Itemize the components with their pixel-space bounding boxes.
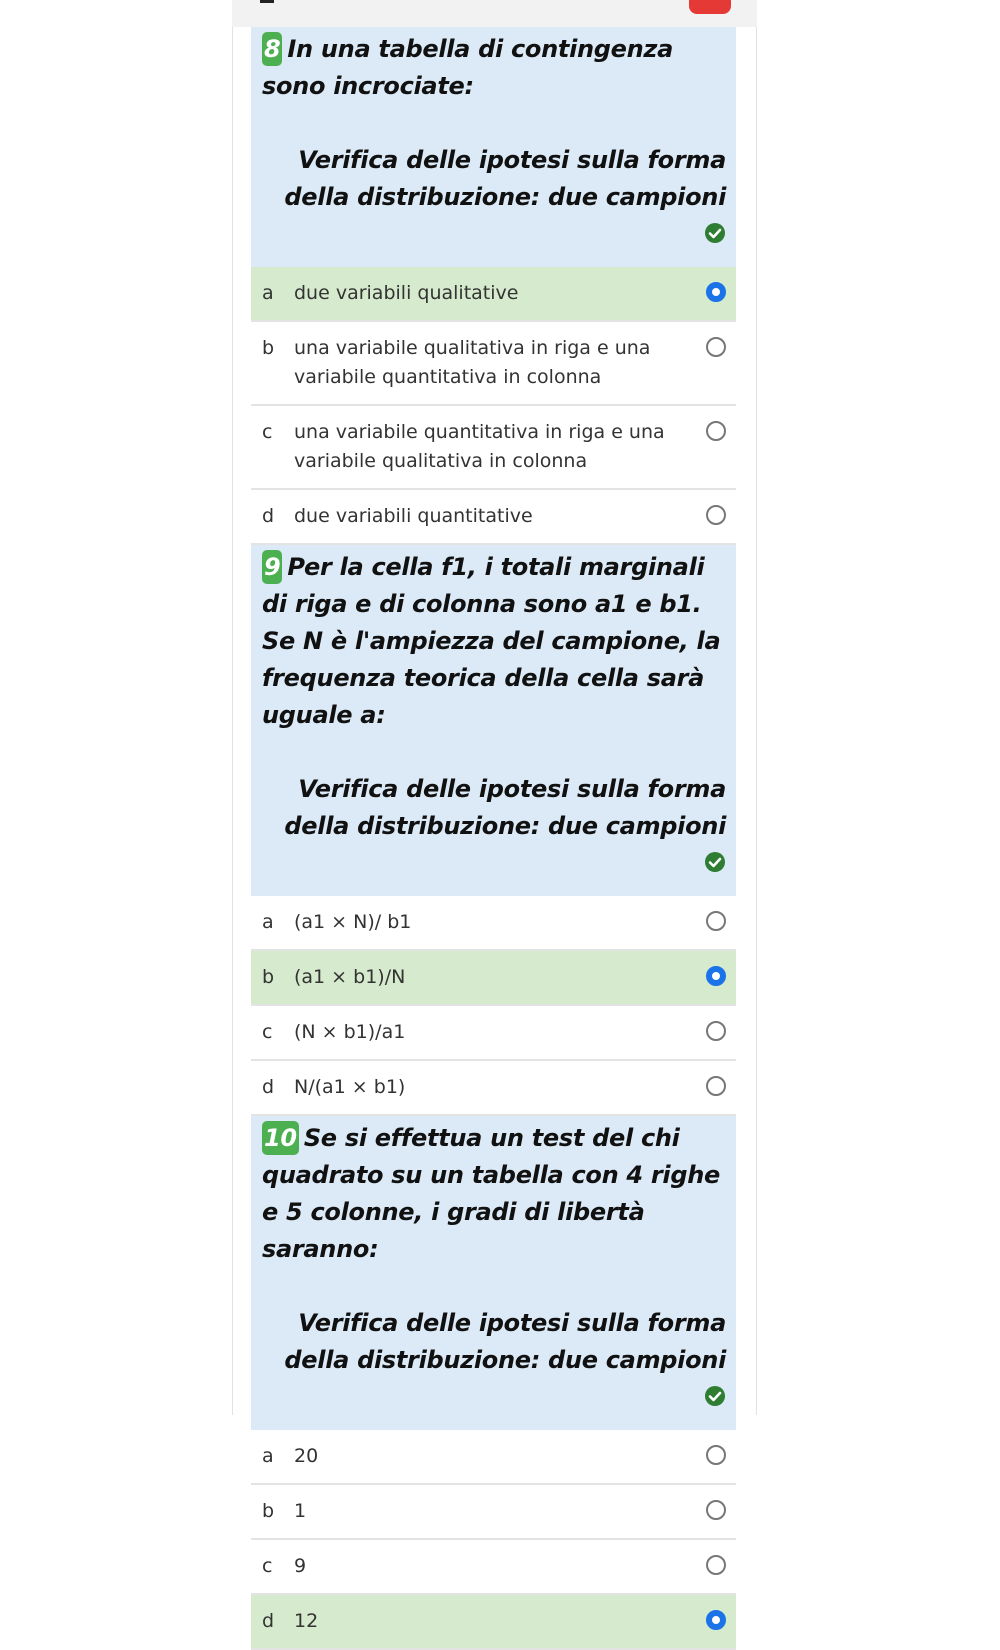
option-label: 9 <box>294 1555 307 1577</box>
question-text-content: Per la cella f1, i totali marginali di riga e di colonna sono a1 e b1. Se N è l'ampiezza del campione, la frequenza teorica della cella sarà uguale a: <box>262 553 721 729</box>
question-topic-text: Verifica delle ipotesi sulla forma della distribuzione: due campioni <box>284 146 726 211</box>
top-bar <box>232 0 757 27</box>
quiz-list <box>251 27 736 1650</box>
option-letter: d <box>262 1076 275 1098</box>
answer-option[interactable] <box>251 951 736 1006</box>
check-circle-icon <box>704 222 726 244</box>
answer-option[interactable] <box>251 322 736 406</box>
answer-option[interactable] <box>251 1485 736 1540</box>
question-topic <box>262 142 726 253</box>
option-label: due variabili quantitative <box>294 505 533 527</box>
radio-button[interactable] <box>706 966 726 986</box>
question-topic-text: Verifica delle ipotesi sulla forma della distribuzione: due campioni <box>284 1309 726 1374</box>
question-topic <box>262 1305 726 1416</box>
radio-button[interactable] <box>706 337 726 357</box>
option-letter: a <box>262 911 274 933</box>
question-topic-text: Verifica delle ipotesi sulla forma della distribuzione: due campioni <box>284 775 726 840</box>
option-letter: b <box>262 1500 275 1522</box>
question-number-badge: 10 <box>262 1121 299 1155</box>
answer-option[interactable] <box>251 896 736 951</box>
question-block <box>251 27 736 545</box>
question-header <box>251 545 736 896</box>
option-letter: b <box>262 966 275 988</box>
option-letter: c <box>262 1555 273 1577</box>
radio-button[interactable] <box>706 1445 726 1465</box>
option-label: N/(a1 × b1) <box>294 1076 406 1098</box>
question-block <box>251 545 736 1116</box>
radio-button[interactable] <box>706 505 726 525</box>
question-number-badge: 8 <box>262 32 282 66</box>
question-block <box>251 1116 736 1650</box>
option-letter: a <box>262 1445 274 1467</box>
option-label: 1 <box>294 1500 307 1522</box>
question-header <box>251 1116 736 1430</box>
option-label: una variabile qualitativa in riga e una variabile quantitativa in colonna <box>294 337 651 388</box>
option-letter: d <box>262 505 275 527</box>
question-topic <box>262 771 726 882</box>
answer-option[interactable] <box>251 490 736 545</box>
answer-option[interactable] <box>251 1430 736 1485</box>
radio-button[interactable] <box>706 1610 726 1630</box>
answer-option[interactable] <box>251 267 736 322</box>
answer-option[interactable] <box>251 1540 736 1595</box>
radio-button[interactable] <box>706 421 726 441</box>
answer-option[interactable] <box>251 406 736 490</box>
radio-button[interactable] <box>706 1555 726 1575</box>
menu-icon[interactable] <box>260 0 274 3</box>
option-label: 20 <box>294 1445 319 1467</box>
answer-option[interactable] <box>251 1595 736 1650</box>
option-label: 12 <box>294 1610 319 1632</box>
radio-button[interactable] <box>706 1500 726 1520</box>
radio-button[interactable] <box>706 1076 726 1096</box>
question-text <box>262 31 726 105</box>
option-label: due variabili qualitative <box>294 282 519 304</box>
option-letter: a <box>262 282 274 304</box>
option-label: una variabile quantitativa in riga e una variabile qualitativa in colonna <box>294 421 665 472</box>
check-circle-icon <box>704 1385 726 1407</box>
option-letter: b <box>262 337 275 359</box>
question-text <box>262 1120 726 1268</box>
question-number-badge: 9 <box>262 550 282 584</box>
option-label: (a1 × N)/ b1 <box>294 911 412 933</box>
answer-option[interactable] <box>251 1061 736 1116</box>
option-letter: c <box>262 1021 273 1043</box>
close-button[interactable] <box>689 0 731 14</box>
check-circle-icon <box>704 851 726 873</box>
radio-button[interactable] <box>706 282 726 302</box>
option-label: (N × b1)/a1 <box>294 1021 406 1043</box>
radio-button[interactable] <box>706 911 726 931</box>
option-letter: c <box>262 421 273 443</box>
option-letter: d <box>262 1610 275 1632</box>
question-text <box>262 549 726 734</box>
question-header <box>251 27 736 267</box>
question-text-content: In una tabella di contingenza sono incrociate: <box>262 35 673 100</box>
radio-button[interactable] <box>706 1021 726 1041</box>
option-label: (a1 × b1)/N <box>294 966 406 988</box>
answer-option[interactable] <box>251 1006 736 1061</box>
question-text-content: Se si effettua un test del chi quadrato su un tabella con 4 righe e 5 colonne, i gradi di libertà saranno: <box>262 1124 720 1263</box>
